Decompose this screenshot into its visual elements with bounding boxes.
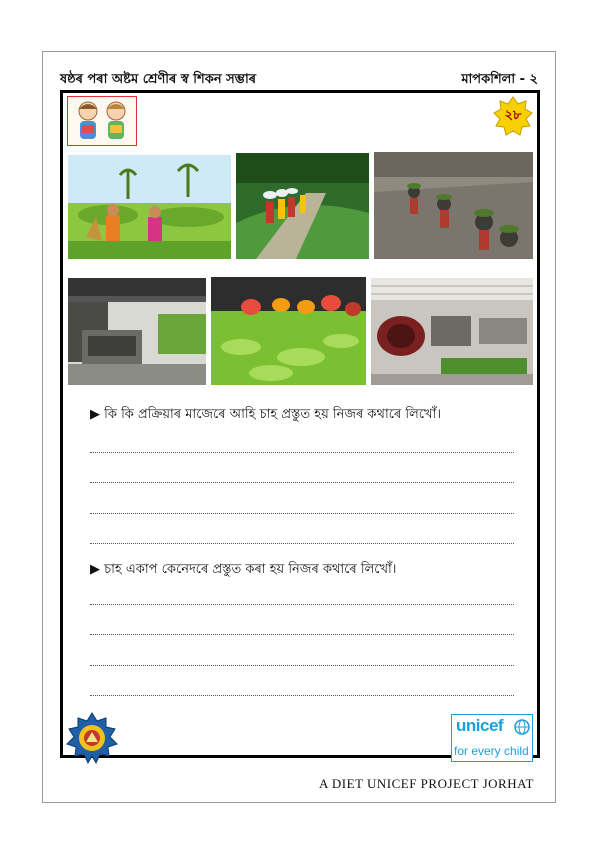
answer-line[interactable] [90, 633, 514, 635]
answer-line[interactable] [90, 481, 514, 483]
unicef-wordmark: unicef [456, 716, 504, 735]
series-title: ষষ্ঠৰ পৰা অষ্টম শ্ৰেণীৰ স্ব শিকন সম্ভাৰ [60, 72, 257, 87]
tea-pluckers-illustration [68, 155, 231, 259]
answer-line[interactable] [90, 542, 514, 544]
page-number: ২৮ [504, 108, 522, 123]
tea-shed-truck-photo [68, 278, 206, 385]
question-2 [90, 560, 396, 581]
tea-factory-machines-photo [371, 278, 533, 385]
answer-line[interactable] [90, 664, 514, 666]
unicef-globe-icon [514, 719, 530, 735]
answer-line[interactable] [90, 512, 514, 514]
worksheet-label: মাপকশিলা - ২ [461, 72, 538, 87]
unicef-tagline: for every child [454, 744, 529, 758]
unicef-logo [451, 714, 533, 762]
footer-project-label: A DIET UNICEF PROJECT JORHAT [318, 776, 534, 791]
kids-reading-icon [67, 96, 137, 146]
answer-line[interactable] [90, 603, 514, 605]
tea-basket-carriers-photo [374, 152, 533, 259]
tea-workers-walking-photo [236, 153, 369, 259]
question-2-text: চাহ একাপ কেনেদৰে প্ৰস্তুত কৰা হয় নিজৰ কথাৰে লিখোঁ। [104, 562, 397, 577]
answer-line[interactable] [90, 694, 514, 696]
diet-emblem-icon [66, 712, 118, 764]
bullet-arrow: ▶ [90, 407, 100, 422]
question-1-text: কি কি প্ৰক্ৰিয়াৰ মাজেৰে আহি চাহ প্ৰস্তুত হয় নিজৰ কথাৰে লিখোঁ। [104, 407, 441, 422]
green-tea-leaves-sorting-photo [211, 277, 366, 385]
bullet-arrow: ▶ [90, 562, 100, 577]
question-1 [90, 405, 441, 426]
answer-line[interactable] [90, 451, 514, 453]
